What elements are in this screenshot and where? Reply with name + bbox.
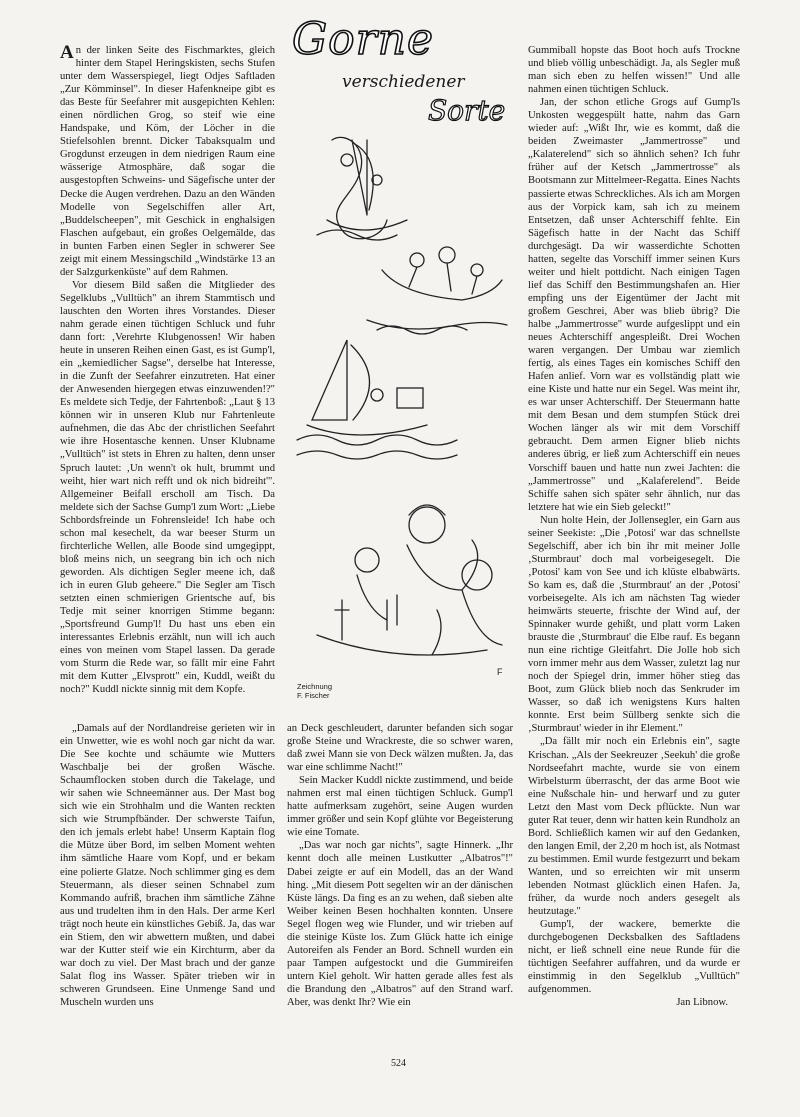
- tavern-scene-sketch: [317, 505, 502, 655]
- author-signature: Jan Libnow.: [676, 997, 728, 1009]
- title-line-1: Gorne: [292, 14, 435, 65]
- paragraph: Jan, der schon etliche Grogs auf Gump'ls Unkosten weggespült hatte, nahm das Garn wieder auf: „Wißt Ihr, wie es kommt, daß die beiden Zweimaster „Jammertrosse" und „Kalaterelend" sich so ähnlich sehen? Ich fuhr früher auf der Ketsch „Jammertrosse" als Bootsmann zur Mittelmeer-Regatta. Eines Nachts passierte etwas Schreckliches. Als ich am Morgen aus der Vorpick kam, sah ich zu meinem Entsetzen, daß unser Achterschiff fehlte. Ein Sägefisch hatte in der Nacht das Schiff durchgesägt. Da wir wasserdichte Schotten hatten, segelte das Vorschiff immer seinen Kurs weiter und hielt pottdicht. Nach einigen Tagen lief das Schiff den Bestimmungshafen an. Hier empfing uns der Eigentümer der Jacht mit großem Geschrei, Aber was blieb übrig? Die halbe „Jammertrosse" wurde aufgeslippt und ein neues Achterschiff angespleißt. Drei Wochen waren vergangen. Der Umbau war ziemlich fertig, als eines Tages ein komisches Schiff den Hafen anlief. Vorn war es vollständig platt wie eine Kiste und hatte nur ein Segel. Was meint ihr, es war unser Achterschiff. Der Steuermann hatte mit dem Besan und dem stumpfen Stück drei Wochen länger als wir mit dem Vorschiff gebraucht. Dem armen Eigner blieb nichts anderes übrig, er ließ zum Achterschiff ein neues Vorschiff bauen und hatte nun zwei Jachten: die „Jammertrosse" und „Kalaferelend". Beide Schiffe sahen sich später sehr ähnlich, nur das letztere hat wie ein Sieb geleckt!": [528, 97, 740, 513]
- paragraph: an Deck geschleudert, darunter befanden sich sogar große Steine und Wrackreste, die so schwer waren, daß zwei Mann sie von Deck wälzen mußten. Ja, das war eine schlimme Nacht!": [287, 723, 513, 774]
- credit-label: Zeichnung: [297, 682, 333, 691]
- drop-cap: A: [60, 42, 74, 63]
- left-column: [60, 44, 275, 696]
- title-line-3: Sorte: [428, 94, 506, 127]
- cartoon-illustration: [287, 120, 522, 685]
- boat-figures-sketch: [367, 247, 507, 334]
- page-number: 524: [391, 1058, 406, 1069]
- right-column: [528, 44, 740, 1009]
- paragraph: Sein Macker Kuddl nickte zustimmend, und beide nahmen erst mal einen tüchtigen Schluck. Gump'l hatte aufmerksam zugehört, seine Augen wurden immer größer und sein Kopf glühte vor Begeisterung wie eine Tomate.: [287, 775, 513, 839]
- credit-name: F. Fischer: [297, 691, 330, 700]
- title-line-2: verschiedener: [342, 72, 465, 92]
- sailboat-sketch: [297, 340, 457, 459]
- illustration-credit: [297, 682, 332, 700]
- paragraph: An der linken Seite des Fischmarktes, gleich hinter dem Stapel Heringskisten, sechs Stufen unter dem Wasserspiegel, liegt Odjes Saftladen „Zur Kömminsel". In dieser Hafenkneipe gibt es das Beste für Seefahrer mit ausgepichten Kehlen: einen nördlichen Grog, so steif wie eine Handspake, und Köm, der Löcher in die Stiefelsohlen brennt. Dicker Tabaksqualm und Grogdunst erzeugen in dem niedrigen Raum eine wässerige Atmosphäre, daß sogar die ausgestopften Schweins- und Sägefische unter der Decke die Augen verdrehen. Dazu an den Wänden Modelle von Segelschiffen aller Art, „Buddelscheepen", mit Geschick in enghalsigen Flaschen aufgebaut, ein großes Oelgemälde, das in bunten Farben einen Segler in schwerer See zeigt mit einem Messingschild „Windstärke 13 an der Salzgurkenküste" auf dem Rahmen.: [60, 42, 275, 278]
- paragraph: „Da fällt mir noch ein Erlebnis ein", sagte Krischan. „Als der Seekreuzer ‚Seekuh' die große Nordseefahrt machte, wurde sie von einem Wirbelsturm überrascht, der das arme Boot wie eine Nußschale hin- und herwarf und zu guter Letzt den Mast vom Deck pflückte. Nun war guter Rat teuer, denn wir hatten kein Rundholz an Bord. Schließlich kamen wir auf den Gedanken, den langen Emil, der 2,20 m hoch ist, als Notmast zu bestimmen. Emil wurde festgezurrt und bekam Wanten, und so erreichten wir mit unserm lebenden Notmast glücklich einen Hafen. Ja, früher, da wurde noch anders gesegelt als heutzutage.": [528, 736, 740, 918]
- artist-signature-mark: F: [497, 667, 503, 677]
- paragraph: „Damals auf der Nordlandreise gerieten wir in ein Unwetter, wie es wohl noch gar nicht da war. Die See kochte und schäumte wie Mutters Waschbalje bei der großen Wäsche. Schaumflocken stoben durch die Takelage, und wir sahen wie Schneemänner aus. Der Mast bog sich wie ein Strohhalm und die Wanten reckten sich wie Strumpfbänder. Der schwerste Taifun, den ich jemals erlebt habe! Unserm Kaptain flog die Mütze über Bord, im selben Moment wehten ihm sämtliche Haare vom Kopf, und er bekam eine polierte Glatze. Noch schlimmer ging es dem Steuermann, als dieser seinen Schnabel zum Kommando aufriß, brachen ihm sämtliche Zähne aus und trudelten ihm in den Hals. Der arme Kerl trägt noch heute ein künstliches Gebiß. Ja, das war ein Stiem, den wir abwettern mußten, und dabei war der Kutter steif wie ein Kirchturm, aber da war doch zu viel. Der Mast brach und der ganze Salat flog ins Wasser. Später trieben wir in schweren Grundseen. Eine Unmenge Sand und Muscheln wurden uns: [60, 723, 275, 1008]
- article-title: [292, 14, 527, 134]
- paragraph: Gummiball hopste das Boot hoch aufs Trockne und blieb völlig unbeschädigt. Ja, als Segler muß man sich eben zu helfen wissen!" Und alle nahmen einen tüchtigen Schluck.: [528, 45, 740, 96]
- paragraph: Gump'l, der wackere, bemerkte die durchgebogenen Decksbalken des Saftladens nicht, er ließ schnell eine neue Runde für die tüchtigen Seefahrer auffahren, und da wurde er einstimmig in den Segelklub „Vulltüch" aufgenommen.: [528, 919, 740, 996]
- bottle-ship-sketch: [317, 137, 407, 240]
- paragraph: Vor diesem Bild saßen die Mitglieder des Segelklubs „Vulltüch" an ihrem Stammtisch und lauschten den Worten ihres Vorstandes. Dieser nahm gerade einen tüchtigen Schluck und fuhr dann fort: ‚Verehrte Klubgenossen! Wir haben heute in unseren Reihen einen Gast, es ist Gump'l, ein „kemiedlicher Sagse", derselbe hat Interesse, in die Zunft der Seefahrer einzutreten. Hat einer der Anwesenden hiergegen etwas einzuwenden!?" Es meldete sich Tedje, der Fahrtenboß: „Laut § 13 können wir in unseren Klub nur Fahrtenleute aufnehmen, die das Abc der christlichen Seefahrt wie ihre Hosentasche kennen. Unser Klubname „Vulltüch" ist stets in Ehren zu halten, denn unser Spruch lautet: ‚Un wenn't ok hult, brummt und weiht, hier wart nich refft und ok nich bidreiht'". Allgemeiner Beifall erscholl am Tisch. Da meldete sich der Sachse Gump'l zum Wort: „Liebe Schbordsfreinde un Fohrensleide! Ich habe och schon mal kesechelt, da war beeser Sturm un firchterliche Wellen, alle Boode sind umgegippt, bloß meins nich, un seegrang bin ich och nich geworden. Als dichtigen Segler meene ich, daß ich in euren Glub geheere." Die Segler am Tisch setzten einen schmierigen Grientsche auf, bis Tedje mit seiner knorrigen Stimme begann: „Sportsfreund Gump'l! Du hast uns eben ein interessantes Erlebnis erzählt, nun will ich auch eines von meinen vom Stapel lassen. Da gerade vom Sturm die Rede war, so fällt mir eine Fahrt mit dem Kutter „Elvsprott" ein, Kuddl, weißt du noch?" Kuddl nickte sinnig mit dem Kopfe.: [60, 279, 275, 696]
- middle-column: [287, 722, 513, 1009]
- paragraph: Nun holte Hein, der Jollensegler, ein Garn aus seiner Seekiste: „Die ‚Potosi' war das schnellste Segelschiff, aber ich bin ihr mit meiner Jolle ‚Sturmbraut' doch mal vorbeigesegelt. Die ‚Potosi' kam von See und ich klüste elbabwärts. So kam es, daß die ‚Sturmbraut' an der ‚Potosi' vorbeisegelte. Als ich am nächsten Tag wieder heimwärts steuerte, frischte der Wind auf, der Spinnaker wurde gehißt, und platt vorm Laken brauste die ‚Sturmbraut' die Elbe rauf. Es begann nun eine richtige Gleitfahrt. Die Jolle hob sich vorn immer mehr aus dem Wasser, zuletzt lag nur noch der Spiegel drin, immer höher stieg das Boot, zum Glück blieb noch das Senkruder im Wasser, so daß ich wenigstens Kurs halten konnte. Erst beim Süllberg senkte sich die ‚Sturmbraut' wieder in ihr Element.": [528, 514, 740, 735]
- paragraph: „Das war noch gar nichts", sagte Hinnerk. „Ihr kennt doch alle meinen Lustkutter „Albatros"!" Dabei zeigte er auf ein Modell, das an der Wand hing. „Mit diesem Pott segelten wir an der dänischen Küste längs. Da fing es an zu wehen, daß sieben alte Weiber keinen Besen hochhalten konnten. Unsere Segel flogen weg wie Flunder, und wir trieben auf die steinige Küste los. Zum Glück hatte ich einige Autoreifen als Fender an Bord. Schnell wurden ein paar Tampen aufgestockt und die Gummireifen untern Kiel geholt. Wir hatten gerade alles fest als die Brandung den „Albatros" auf den Strand warf. Aber, was denkt Ihr? Wie ein: [287, 840, 513, 1008]
- left-column-bottom: [60, 722, 275, 1009]
